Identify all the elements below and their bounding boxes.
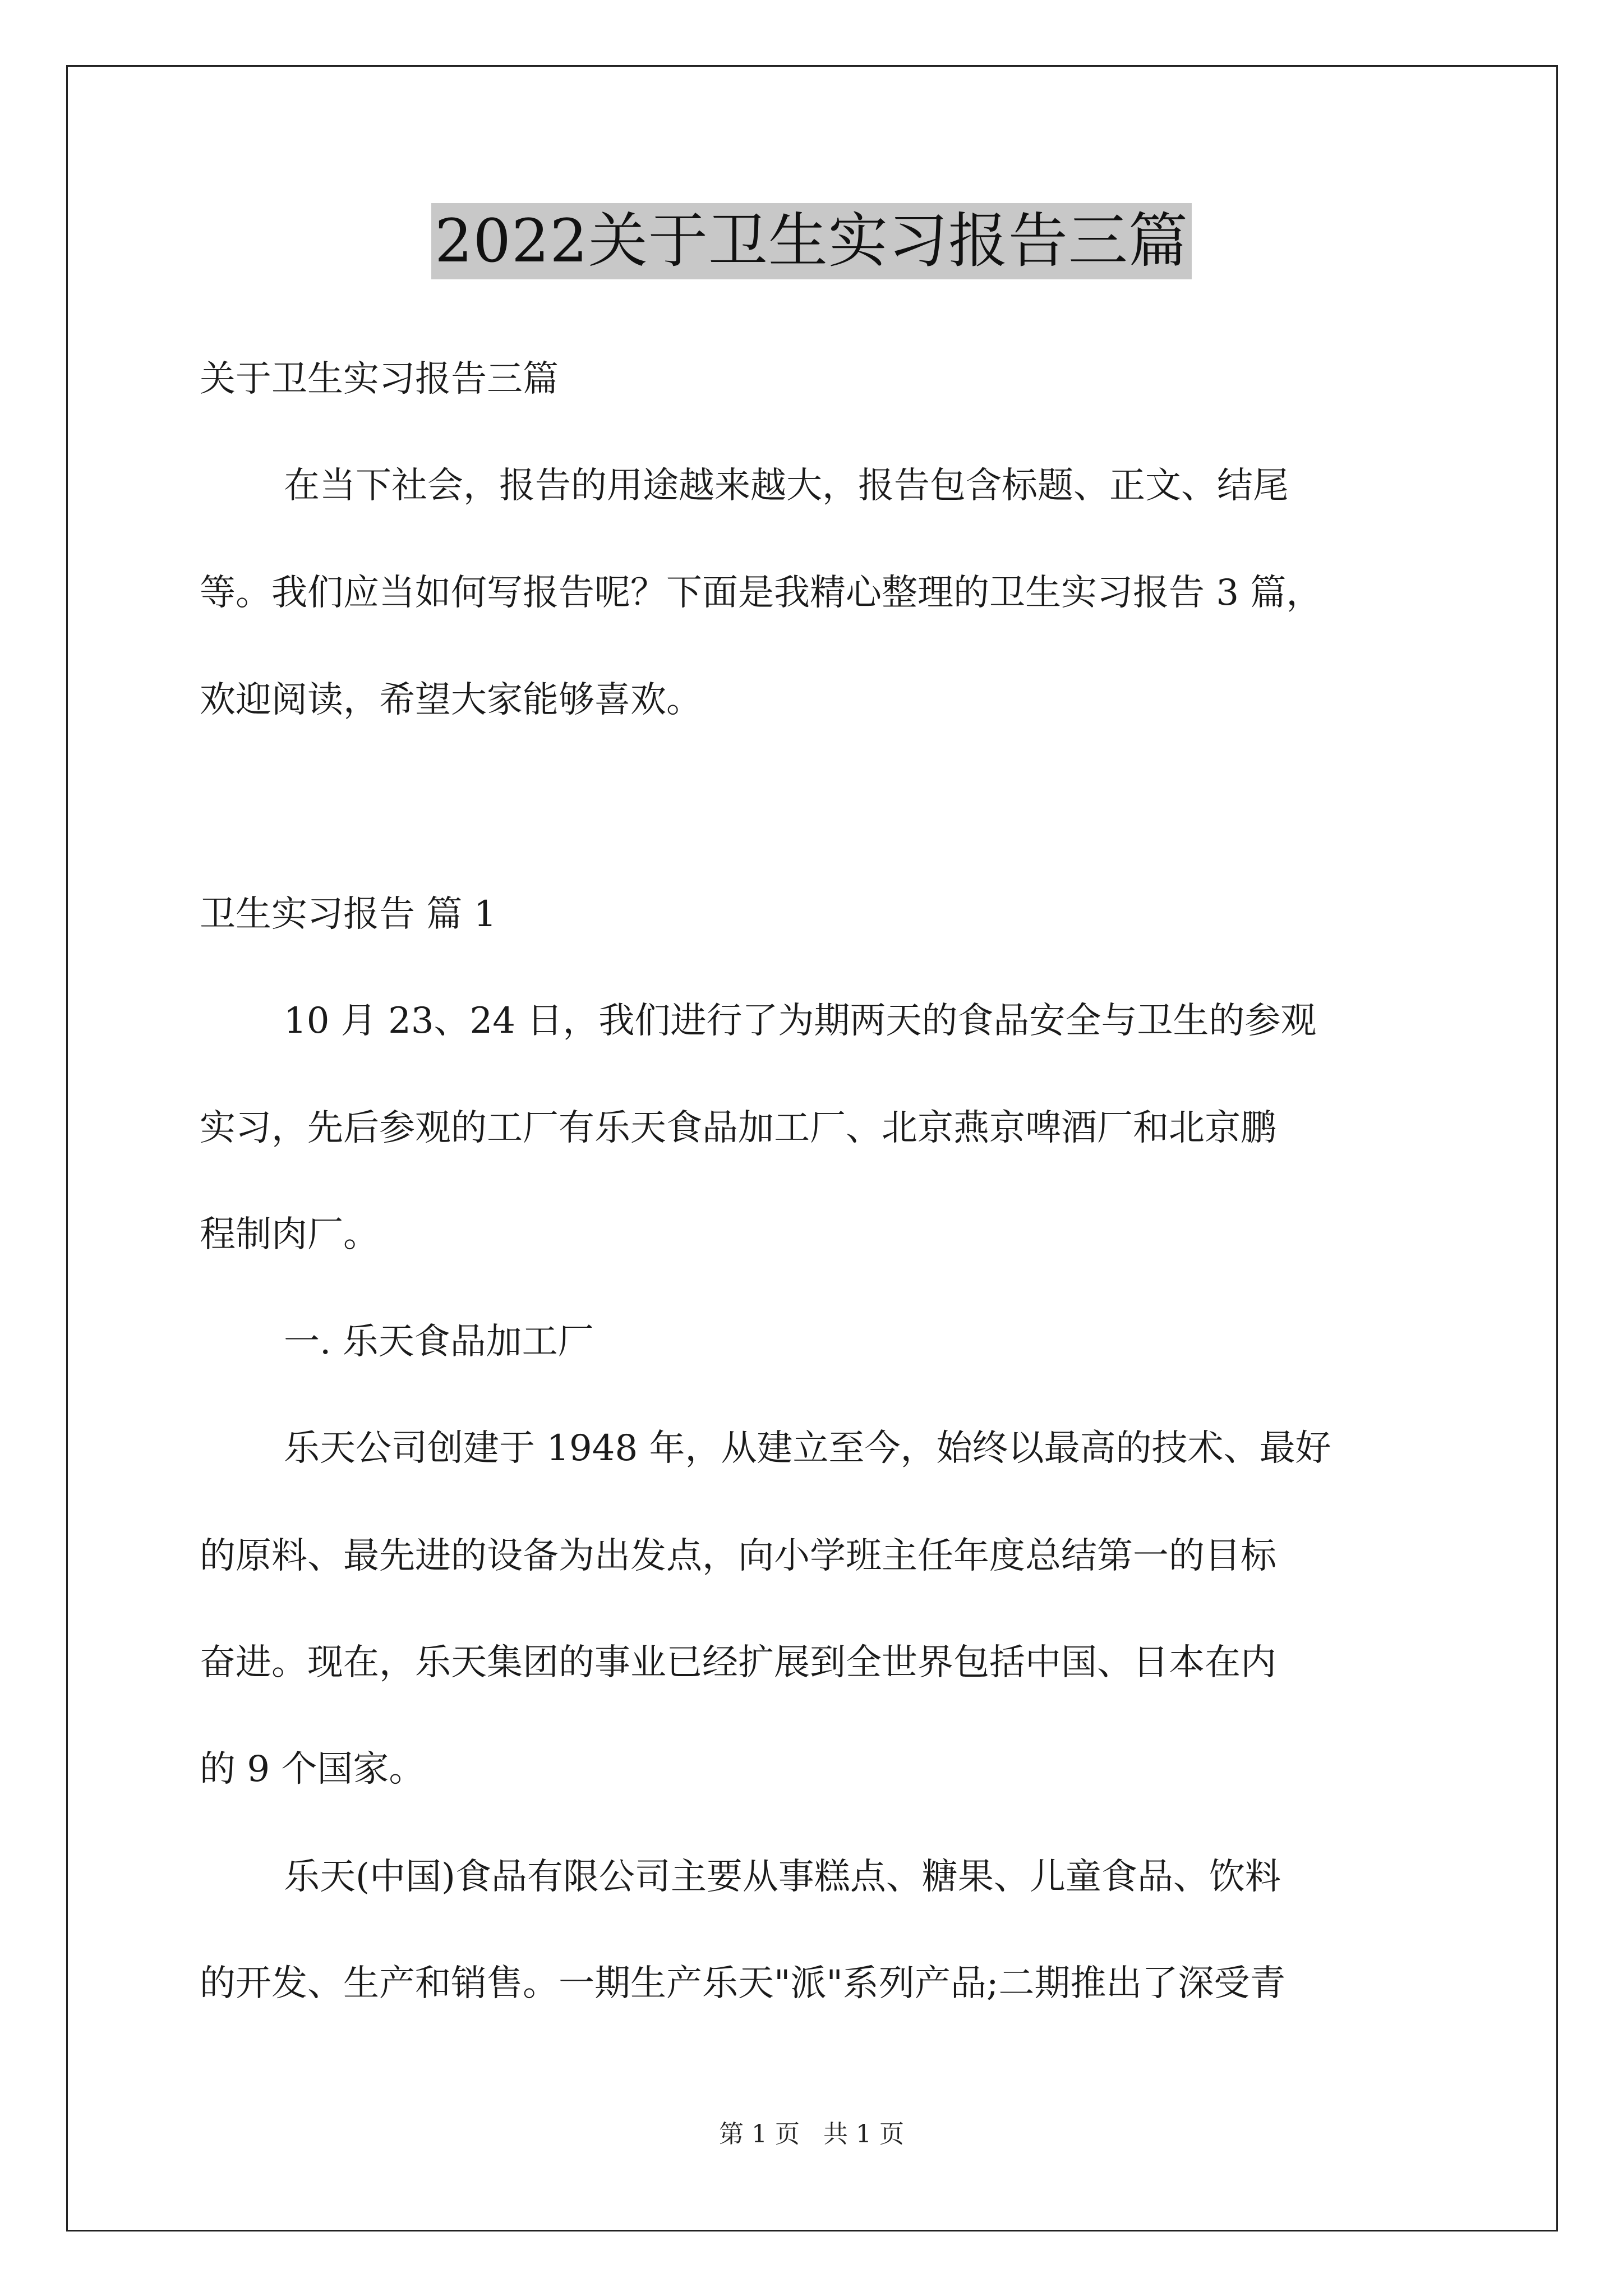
para3-line-1: 乐天(中国)食品有限公司主要从事糕点、糖果、儿童食品、饮料: [284, 1856, 1281, 1898]
document-subtitle: 关于卫生实习报告三篇: [200, 358, 559, 400]
page-footer: 第 1 页 共 1 页: [719, 2120, 904, 2148]
para2-line-1: 乐天公司创建于 1948 年，从建立至今，始终以最高的技术、最好: [284, 1428, 1331, 1469]
section-line-1: 10 月 23、24 日，我们进行了为期两天的食品安全与卫生的参观: [284, 1000, 1317, 1042]
subheading: 一. 乐天食品加工厂: [284, 1321, 594, 1363]
para2-line-4: 的 9 个国家。: [200, 1749, 425, 1790]
section-line-2: 实习，先后参观的工厂有乐天食品加工厂、北京燕京啤酒厂和北京鹏: [200, 1107, 1276, 1149]
section-line-3: 程制肉厂。: [200, 1214, 379, 1255]
intro-line-2: 等。我们应当如何写报告呢？下面是我精心整理的卫生实习报告 3 篇，: [200, 572, 1322, 614]
intro-line-1: 在当下社会，报告的用途越来越大，报告包含标题、正文、结尾: [284, 465, 1289, 507]
document-title: 2022关于卫生实习报告三篇: [431, 203, 1192, 279]
intro-line-3: 欢迎阅读，希望大家能够喜欢。: [200, 679, 702, 721]
para2-line-3: 奋进。现在，乐天集团的事业已经扩展到全世界包括中国、日本在内: [200, 1642, 1276, 1683]
title-container: [0, 203, 1623, 279]
para2-line-2: 的原料、最先进的设备为出发点，向小学班主任年度总结第一的目标: [200, 1535, 1276, 1577]
para3-line-2: 的开发、生产和销售。一期生产乐天"派"系列产品;二期推出了深受青: [200, 1963, 1286, 2004]
section-heading: 卫生实习报告 篇 1: [200, 894, 497, 935]
